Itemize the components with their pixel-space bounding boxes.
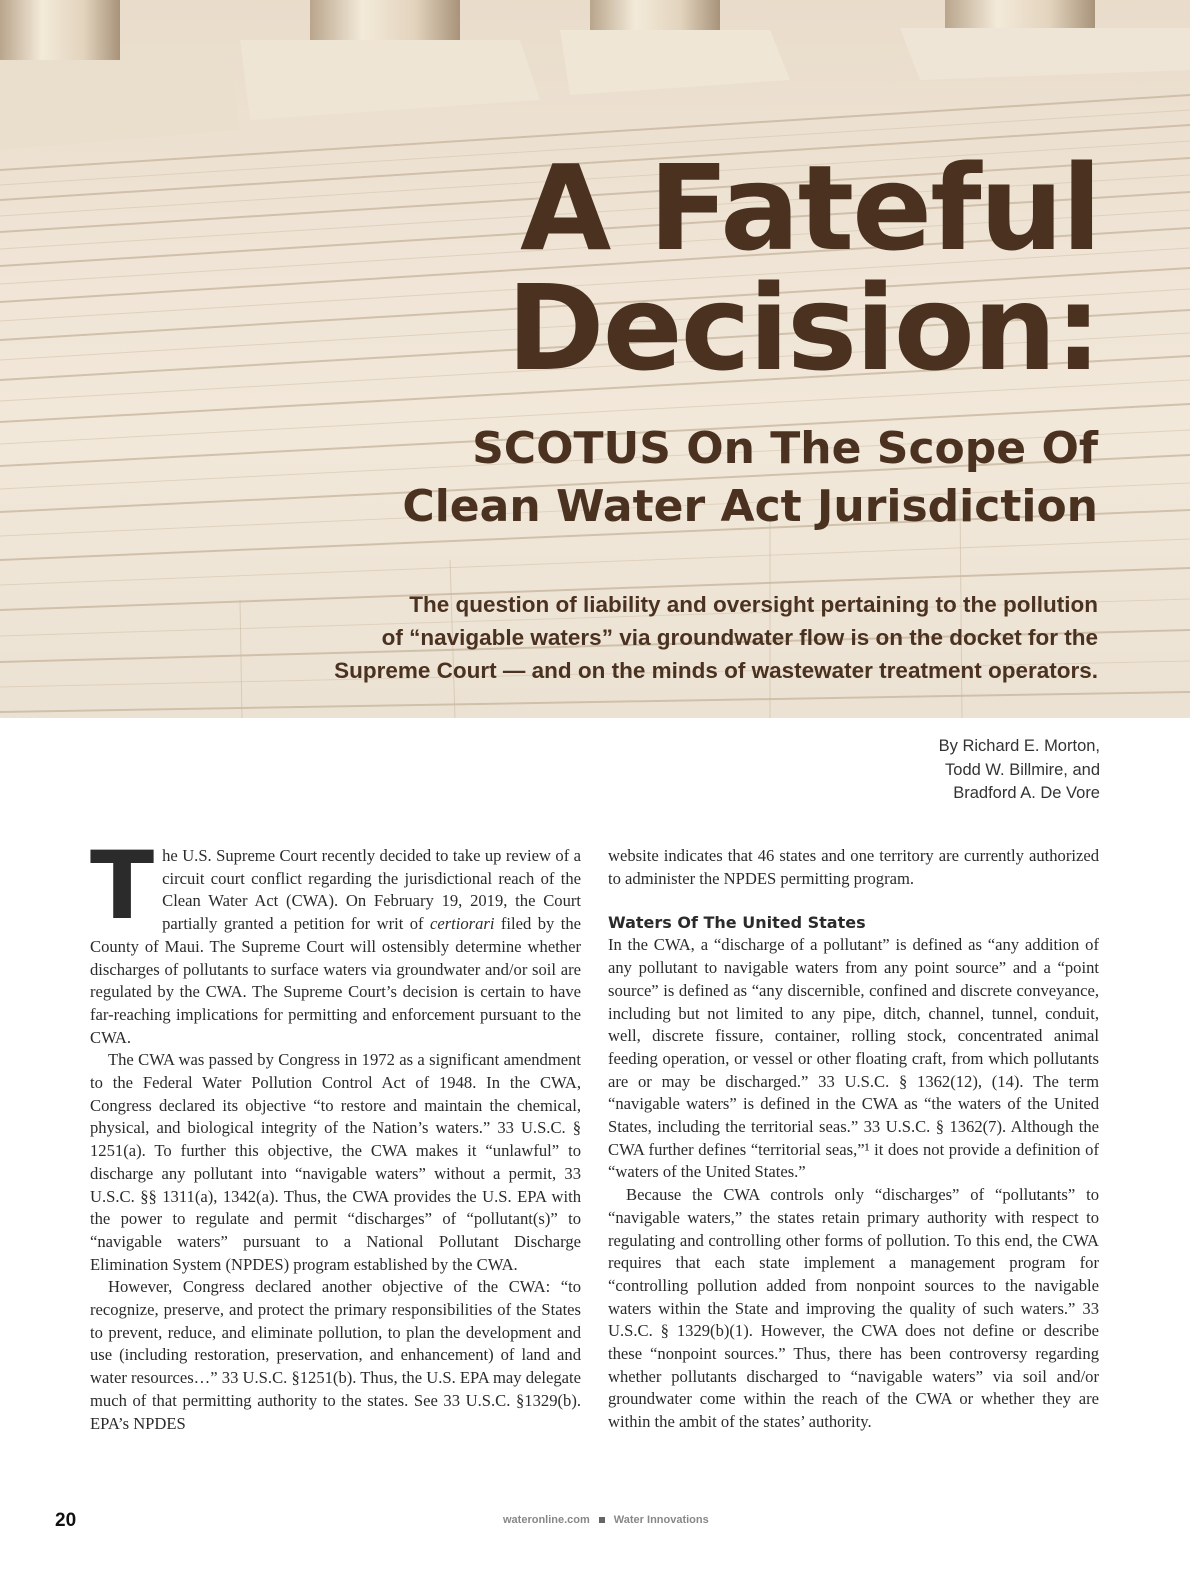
hero-banner: [0, 0, 1190, 718]
paragraph: However, Congress declared another objective of the CWA: “to recognize, preserve, and protect the primary responsibilities of the States to prevent, reduce, and eliminate pollution, to plan the development and use (including restoration, preservation, and enhancement) of land and water resources…” 33 U.S.C. §1251(b). Thus, the U.S. EPA may delegate much of that permitting authority to the states. See 33 U.S.C. §1329(b). EPA’s NPDES: [90, 1277, 581, 1433]
section-heading: Waters Of The United States: [608, 913, 866, 933]
paragraph-text: filed by the County of Maui. The Supreme Court will ostensibly determine whether discharges of pollutants to surface waters via groundwater and/or soil are regulated by the CWA. The Supreme Court’s decision is certain to have far-reaching implications for permitting and enforcement pursuant to the CWA.: [90, 914, 581, 1047]
subtitle-line-2: Clean Water Act Jurisdiction: [402, 481, 1098, 532]
title-line-1: A Fateful: [520, 139, 1100, 277]
article-subtitle: [98, 420, 1098, 536]
byline-line-2: Todd W. Billmire, and: [945, 760, 1100, 779]
deck-line-1: The question of liability and oversight pertaining to the pollution: [409, 592, 1098, 617]
right-column: [608, 845, 1099, 1434]
byline-line-3: Bradford A. De Vore: [953, 784, 1100, 802]
deck-line-2: of “navigable waters” via groundwater flow is on the docket for the: [381, 625, 1098, 650]
footer-publication: Water Innovations: [613, 1514, 709, 1526]
square-separator-icon: [599, 1517, 605, 1523]
title-line-2: Decision:: [506, 259, 1100, 397]
byline: [800, 735, 1100, 806]
drop-cap: T: [90, 832, 155, 941]
article-deck: [198, 588, 1098, 687]
paragraph: Because the CWA controls only “discharges” of “pollutants” to “navigable waters,” the states retain primary authority with respect to regulating and controlling other forms of pollution. To this end, the CWA requires that each state implement a management program for “controlling pollution added from nonpoint sources to the navigable waters within the State and improving the quality of such waters.” 33 U.S.C. § 1329(b)(1). However, the CWA does not define or describe these “nonpoint sources.” Thus, there has been controversy regarding whether pollutants discharged to “navigable waters” via soil and/or groundwater come within the reach of the CWA or whether they are within the ambit of the states’ authority.: [608, 1185, 1099, 1432]
paragraph: In the CWA, a “discharge of a pollutant” is defined as “any addition of any pollutant to navigable waters from any point source” and a “point source” is defined as “any discernible, confined and discrete conveyance, including but not limited to any pipe, ditch, channel, tunnel, conduit, well, discrete fissure, container, rolling stock, concentrated animal feeding operation, or vessel or other floating craft, from which pollutants are or may be discharged.” 33 U.S.C. § 1362(12), (14). The term “navigable waters” is defined in the CWA as “the waters of the United States, including the territorial seas.” 33 U.S.C. § 1362(7). Although the CWA further defines “territorial seas,”¹ it does not provide a definition of “waters of the United States.”: [608, 935, 1099, 1182]
page-footer: [420, 1514, 1020, 1526]
page-number: 20: [55, 1510, 77, 1531]
footer-site: wateronline.com: [503, 1514, 590, 1526]
italic-term: certiorari: [429, 914, 495, 934]
left-column: [90, 832, 581, 1435]
paragraph: website indicates that 46 states and one territory are currently authorized to administer the NPDES permitting program.: [608, 846, 1099, 888]
article-title: [100, 139, 1100, 397]
paragraph-text: he U.S. Supreme Court recently decided to take up review of a circuit court conflict regarding the jurisdictional reach of the Clean Water Act (CWA). On February 19, 2019, the Court partially granted a petition for writ of: [162, 846, 581, 934]
byline-line-1: By Richard E. Morton,: [938, 737, 1100, 755]
deck-line-3: Supreme Court — and on the minds of wastewater treatment operators.: [334, 658, 1098, 683]
paragraph: The CWA was passed by Congress in 1972 as a significant amendment to the Federal Water Pollution Control Act of 1948. In the CWA, Congress declared its objective “to restore and maintain the chemical, physical, and biological integrity of the Nation’s waters.” 33 U.S.C. § 1251(a). To further this objective, the CWA makes it “unlawful” to discharge any pollutant into “navigable waters” without a permit, 33 U.S.C. §§ 1311(a), 1342(a). Thus, the CWA provides the U.S. EPA with the power to regulate and permit “discharges” of “pollutant(s)” to “navigable waters” pursuant to a National Pollutant Discharge Elimination System (NPDES) program established by the CWA.: [90, 1050, 581, 1274]
paragraph: [90, 832, 581, 1049]
subtitle-line-1: SCOTUS On The Scope Of: [472, 423, 1098, 474]
